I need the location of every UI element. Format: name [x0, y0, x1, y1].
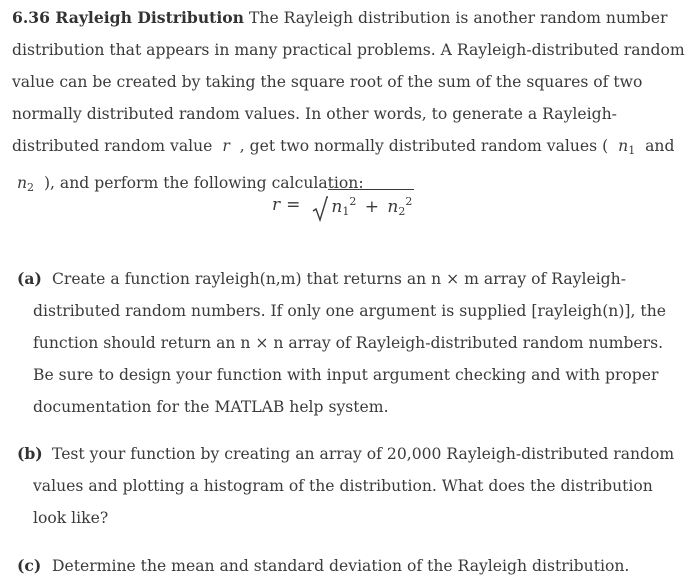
part-b-label: (b) — [17, 444, 43, 463]
part-c — [17, 550, 683, 582]
formula-equals: = — [286, 195, 301, 215]
var-n1: $n_1$ — [618, 137, 636, 157]
radical-sign-icon — [312, 196, 328, 222]
problem-title: Rayleigh Distribution — [55, 8, 245, 27]
problem-heading — [12, 8, 244, 27]
formula-n1: $n_1^2$ — [331, 194, 357, 218]
part-a-label: (a) — [17, 269, 42, 288]
formula-n2: $n_2^2$ — [387, 194, 413, 218]
part-b — [17, 438, 683, 534]
var-n2: $n_2$ — [16, 174, 35, 194]
rayleigh-formula — [272, 190, 414, 220]
problem-number: 6.36 — [12, 8, 50, 27]
formula-lhs: r — [272, 195, 281, 215]
formula-plus: + — [364, 196, 379, 217]
part-b-text: Test your function by creating an array of 20,000 Rayleigh-distributed random values and plotting a histogram of the distribution. What does the distribution look like? — [33, 445, 675, 527]
and-word: and — [645, 137, 675, 155]
part-c-label: (c) — [17, 556, 42, 575]
var-r: r — [222, 137, 230, 155]
intro-text-1: The Rayleigh distribution is another random number distribution that appears in many practical problems. A Rayleigh-distributed random value can be created by taking the square root of the sum of the squares of two normally distributed random values. In other words, to generate a Rayleigh-distributed random value — [12, 9, 685, 155]
part-a-text: Create a function rayleigh(n,m) that returns an n × m array of Rayleigh-distributed random numbers. If only one argument is supplied [rayleigh(n)], the function should return an n × n array of Rayleigh-distributed random numbers. Be sure to design your function with input argument checking and with proper documentation for the MATLAB help system. — [33, 270, 666, 416]
problem-intro — [12, 2, 690, 204]
square-root — [312, 189, 414, 222]
radicand — [328, 189, 414, 222]
part-c-text: Determine the mean and standard deviation of the Rayleigh distribution. — [52, 557, 630, 575]
part-a — [17, 263, 683, 423]
intro-text-2: , get two normally distributed random values ( — [239, 137, 609, 155]
intro-text-3: ), and perform the following calculation: — [43, 174, 364, 192]
